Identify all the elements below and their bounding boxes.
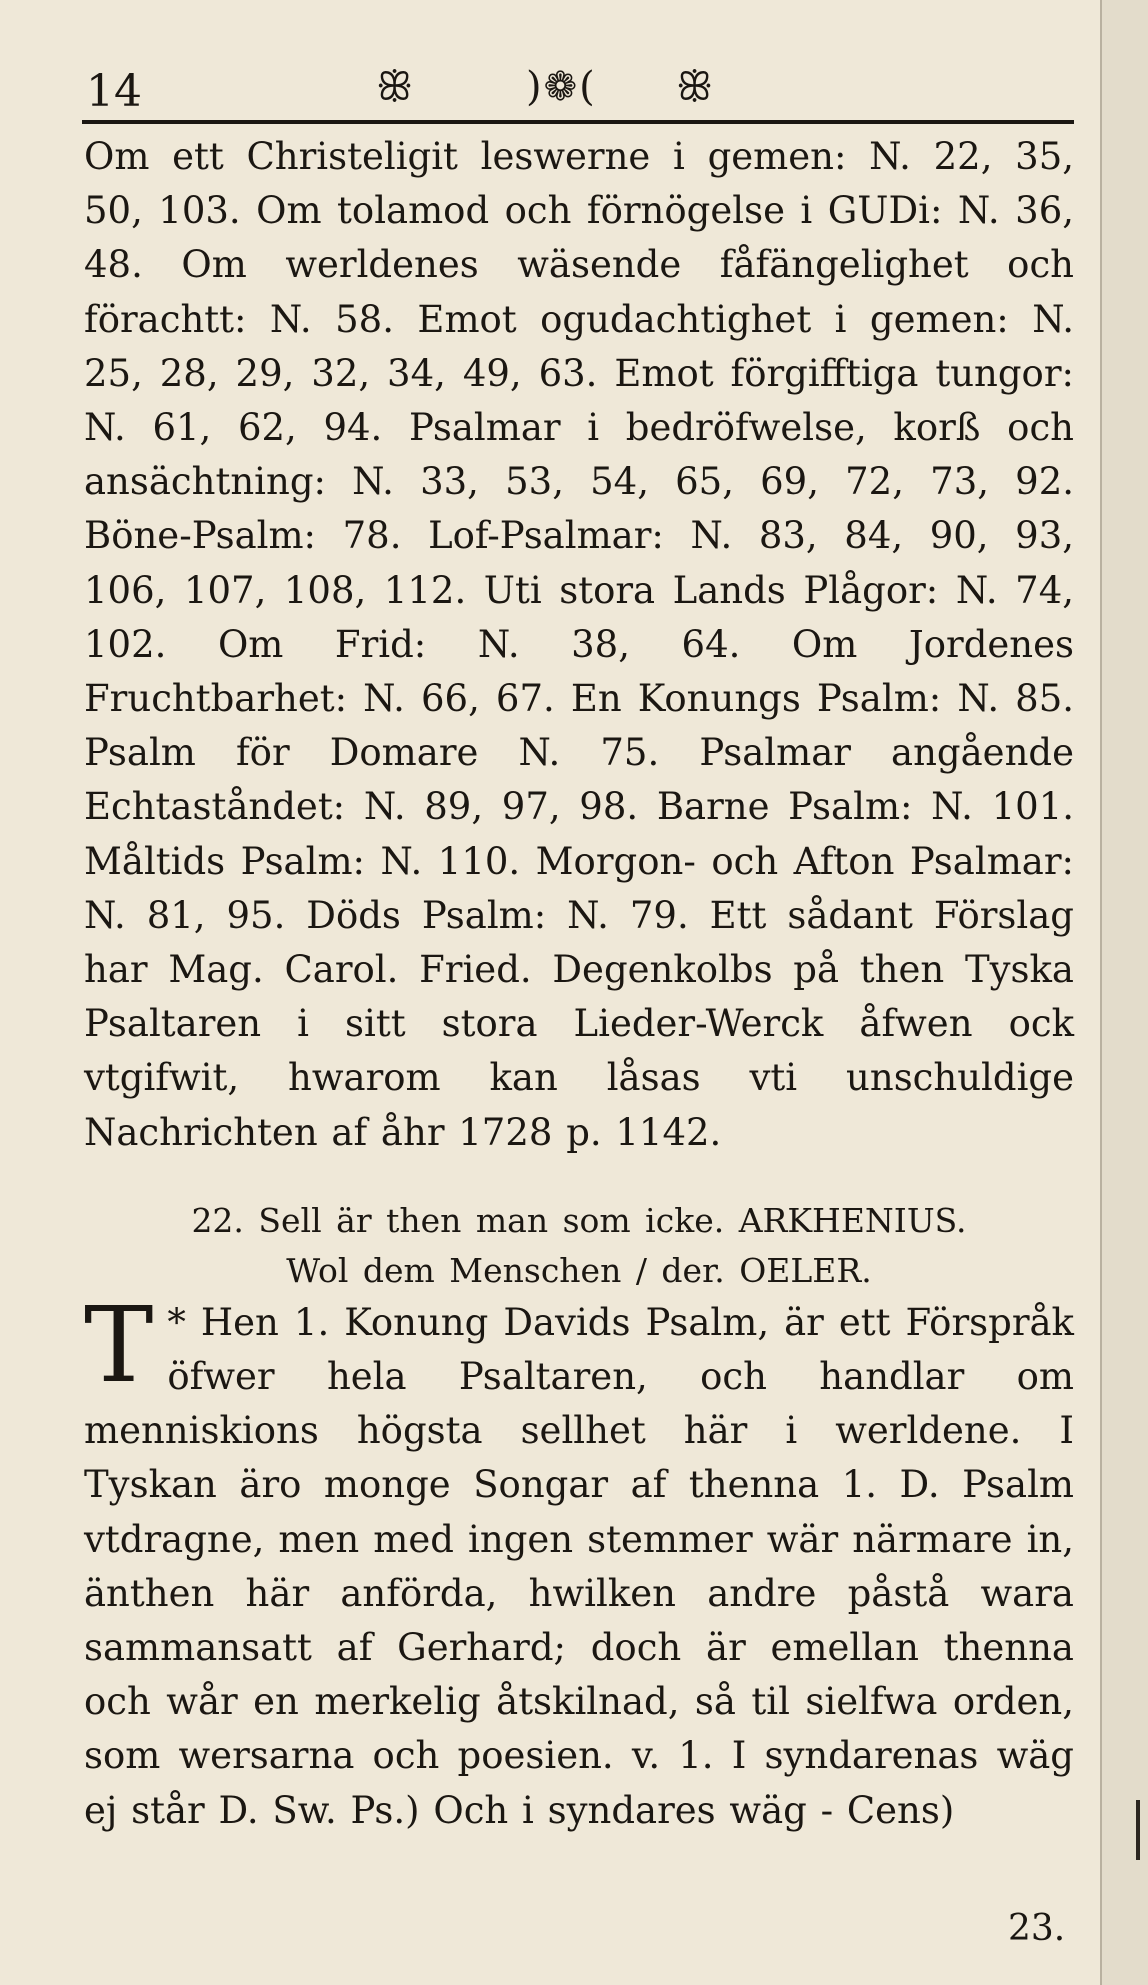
- page-body: [84, 130, 1074, 1838]
- index-paragraph: Om ett Christeligit leswerne i gemen: N. 22, 35, 50, 103. Om tolamod och förnögelse i GUDi: N. 36, 48. Om werldenes wäsende fåfängelighet och förachtt: N. 58. Emot ogudachtighet i gemen: N. 25, 28, 29, 32, 34, 49, 63. Emot förgifftiga tungor: N. 61, 62, 94. Psalmar i bedröfwelse, korß och ansächtning: N. 33, 53, 54, 65, 69, 72, 73, 92. Böne-Psalm: 78. Lof-Psalmar: N. 83, 84, 90, 93, 106, 107, 108, 112. Uti stora Lands Plågor: N. 74, 102. Om Frid: N. 38, 64. Om Jordenes Fruchtbarhet: N. 66, 67. En Konungs Psalm: N. 85. Psalm för Domare N. 75. Psalmar angående Echtaståndet: N. 89, 97, 98. Barne Psalm: N. 101. Måltids Psalm: N. 110. Morgon- och Afton Psalmar: N. 81, 95. Döds Psalm: N. 79. Ett sådant Förslag har Mag. Carol. Fried. Degenkolbs på then Tyska Psaltaren i sitt stora Lieder-Werck åfwen ock vtgifwit, hwarom kan låsas vti unschuldige Nachrichten af åhr 1728 p. 1142.: [84, 135, 1074, 1154]
- page-number: 14: [86, 66, 142, 117]
- crown-ornament-left-icon: ꕥ: [376, 64, 416, 110]
- commentary-text: Hen 1. Konung Davids Psalm, är ett Förspråk öfwer hela Psaltaren, och handlar om menniskions högsta sellhet här i werldene. I Tyskan äro monge Songar af thenna 1. D. Psalm vtdragne, men med ingen stemmer wär närmare in, änthen här anförda, hwilken andre påstå wara sammansatt af Gerhard; doch är emellan thenna och wår en merkelig åtskilnad, så til sielfwa orden, som wersarna och poesien. v. 1. I syndarenas wäg ej står D. Sw. Ps.) Och i syndares wäg - Cens): [84, 1300, 1074, 1832]
- drop-cap: T: [84, 1283, 154, 1406]
- hymn-subheading: Wol dem Menschen / der. OELER.: [286, 1250, 872, 1290]
- edge-mark: [1136, 1800, 1140, 1860]
- asterisk-icon: *: [167, 1300, 186, 1344]
- commentary-paragraph: [84, 1283, 1074, 1838]
- header-rule: [82, 120, 1074, 124]
- running-header: [86, 58, 1072, 118]
- crown-ornament-right-icon: ꕥ: [676, 64, 716, 110]
- catchword: 23.: [1008, 1908, 1066, 1949]
- flower-ornament-icon: )❁(: [526, 64, 597, 110]
- hymn-heading: 22. Sell är then man som icke. ARKHENIUS.: [191, 1200, 967, 1240]
- facing-page-edge: [1100, 0, 1148, 1985]
- spacer: [84, 1160, 1074, 1196]
